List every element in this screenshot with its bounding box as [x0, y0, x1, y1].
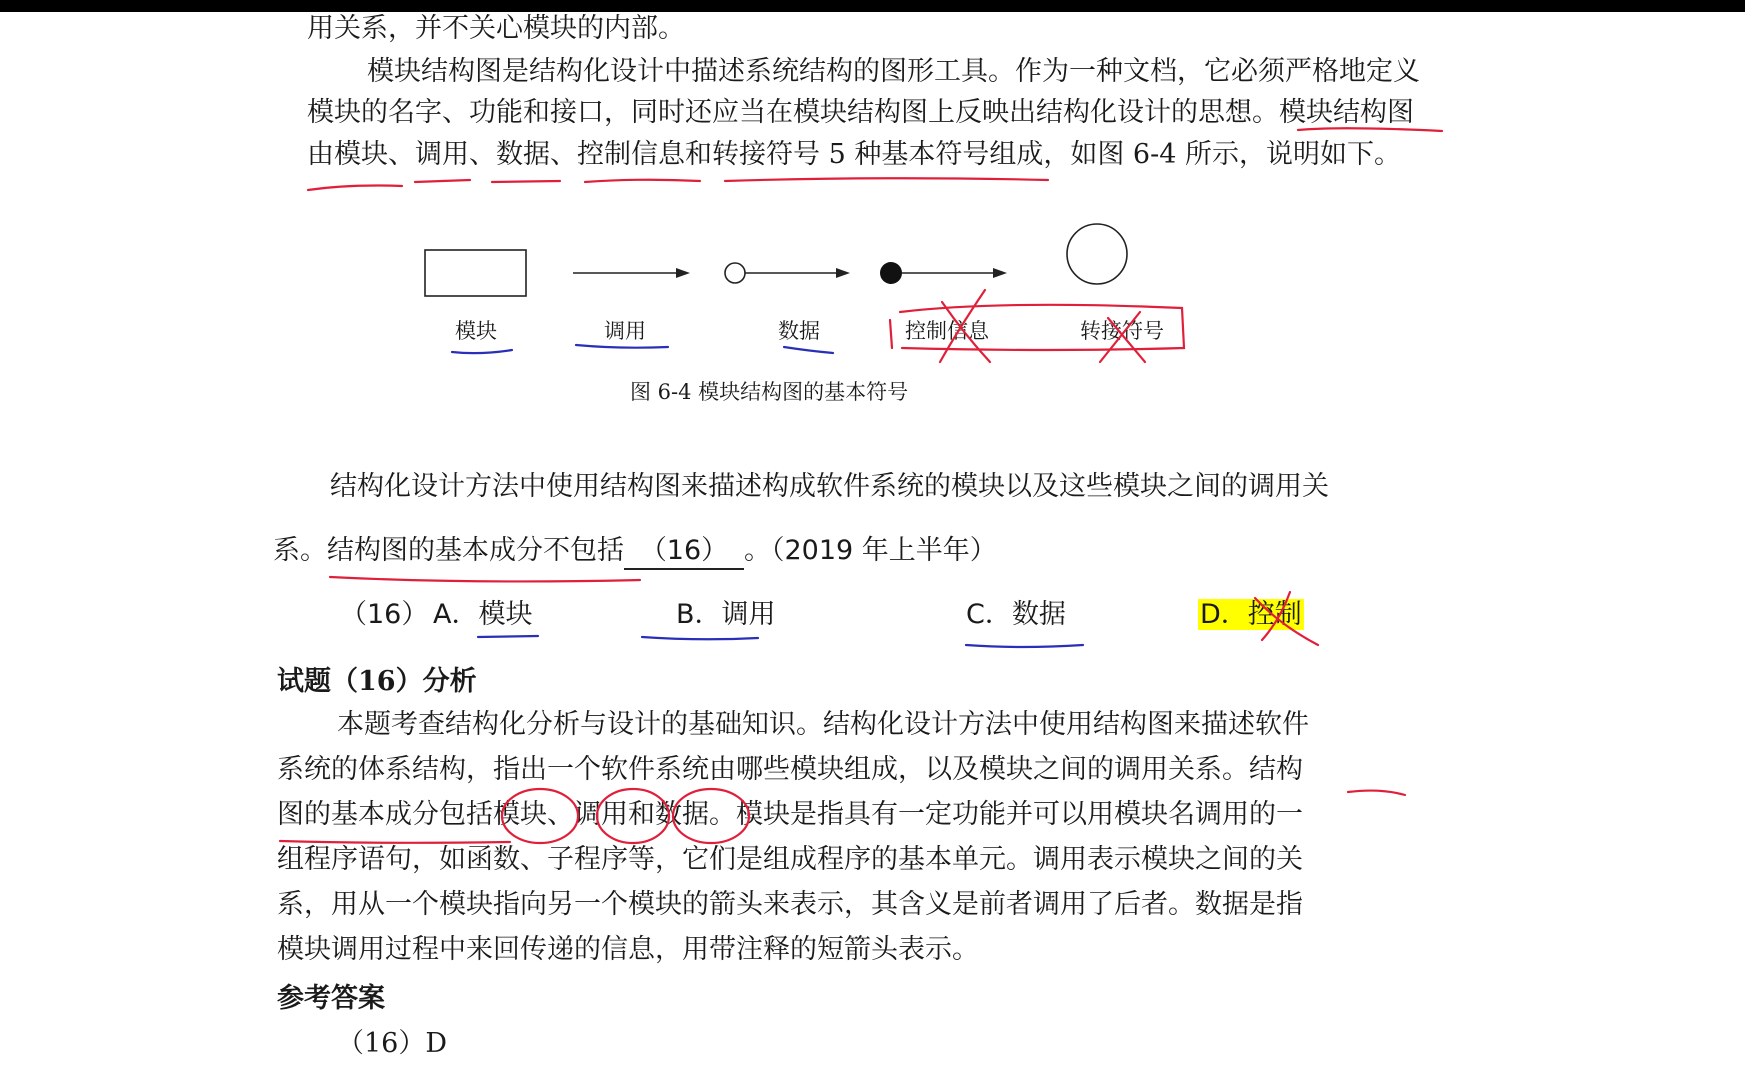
analysis-line6: 模块调用过程中来回传递的信息，用带注释的短箭头表示。 [277, 934, 979, 965]
data-arrow-icon [725, 263, 850, 283]
option-c-letter: C． [966, 599, 1012, 630]
label-connector: 转接符号 [1080, 319, 1164, 343]
label-data: 数据 [778, 319, 820, 343]
option-d [1198, 598, 1304, 632]
analysis-line5: 系，用从一个模块指向另一个模块的箭头来表示，其含义是前者调用了后者。数据是指 [277, 889, 1303, 920]
call-arrow-icon [573, 268, 690, 278]
question-line2-suffix: 。（2019 年上半年） [744, 535, 997, 566]
label-control-info: 控制信息 [905, 319, 989, 343]
analysis-line4: 组程序语句，如函数、子程序等，它们是组成程序的基本单元。调用表示模块之间的关 [277, 844, 1303, 875]
option-b-text: 调用 [721, 599, 776, 630]
option-b [676, 598, 776, 632]
para1-line0: 用关系，并不关心模块的内部。 [307, 13, 685, 44]
option-a-letter: A． [433, 599, 479, 630]
analysis-line1: 本题考查结构化分析与设计的基础知识。结构化设计方法中使用结构图来描述软件 [337, 709, 1309, 740]
option-d-text: 控制 [1247, 599, 1302, 630]
option-b-letter: B． [676, 599, 722, 630]
question-line2-prefix: 系。结构图的基本成分不包括 [273, 535, 624, 566]
analysis-line2: 系统的体系结构，指出一个软件系统由哪些模块组成，以及模块之间的调用关系。结构 [277, 754, 1303, 785]
question-line1: 结构化设计方法中使用结构图来描述构成软件系统的模块以及这些模块之间的调用关 [330, 471, 1329, 502]
option-a-text: 模块 [478, 599, 533, 630]
para1-line3: 由模块、调用、数据、控制信息和转接符号 5 种基本符号组成，如图 6-4 所示，说明如下。 [307, 139, 1401, 170]
analysis-line3: 图的基本成分包括模块、调用和数据。模块是指具有一定功能并可以用模块名调用的一 [277, 799, 1303, 830]
option-c [966, 598, 1066, 632]
figure-caption: 图 6-4 模块结构图的基本符号 [630, 380, 909, 404]
option-a [433, 598, 532, 632]
option-d-letter: D． [1200, 599, 1248, 630]
module-structure-figure [0, 0, 1745, 430]
analysis-heading: 试题（16）分析 [277, 666, 477, 697]
label-module: 模块 [455, 319, 497, 343]
question-number: （16） [340, 599, 429, 630]
connector-symbol-icon [1067, 224, 1127, 284]
module-symbol-icon [425, 250, 526, 296]
question-line2 [273, 534, 997, 570]
option-c-text: 数据 [1011, 599, 1066, 630]
answer-heading: 参考答案 [277, 983, 385, 1014]
question-blank: （16） [624, 534, 744, 570]
answer-value: （16）D [337, 1028, 448, 1059]
para1-line2: 模块的名字、功能和接口，同时还应当在模块结构图上反映出结构化设计的思想。模块结构图 [307, 97, 1414, 128]
control-arrow-icon [880, 262, 1007, 284]
option-d-highlight [1198, 599, 1304, 630]
para1-line1: 模块结构图是结构化设计中描述系统结构的图形工具。作为一种文档，它必须严格地定义 [367, 56, 1420, 87]
label-call: 调用 [604, 319, 646, 343]
